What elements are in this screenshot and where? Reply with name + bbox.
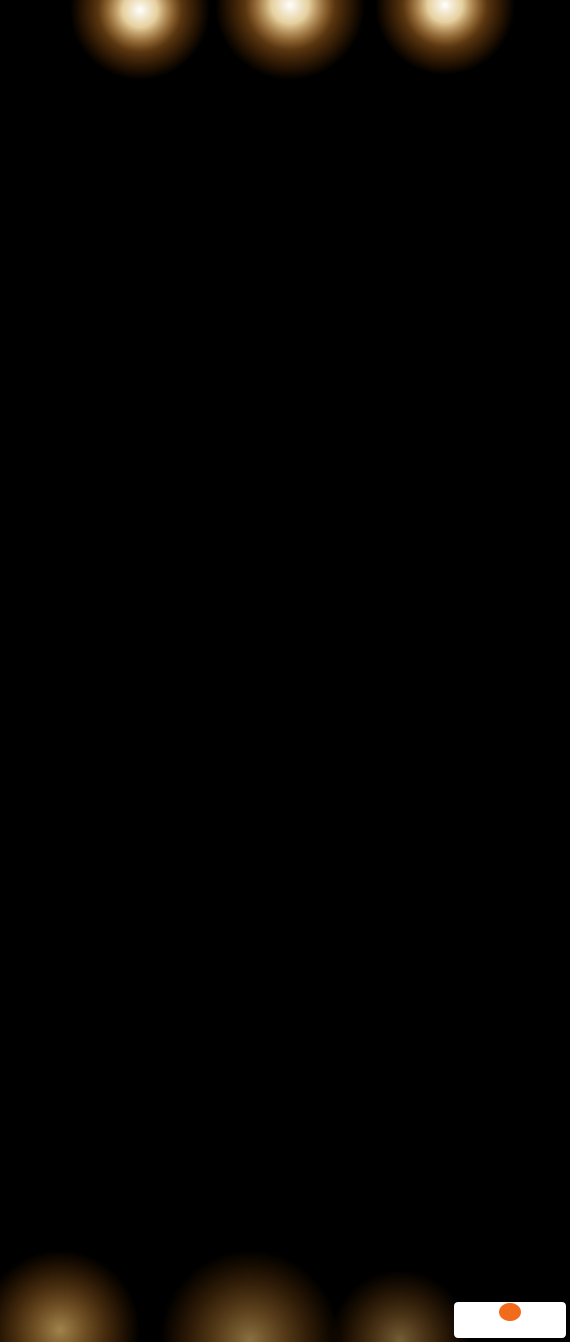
firework-icon — [0, 1250, 470, 1342]
site-logo[interactable] — [454, 1302, 566, 1338]
logo-badge — [499, 1303, 521, 1321]
sparkler-icon — [70, 0, 515, 80]
